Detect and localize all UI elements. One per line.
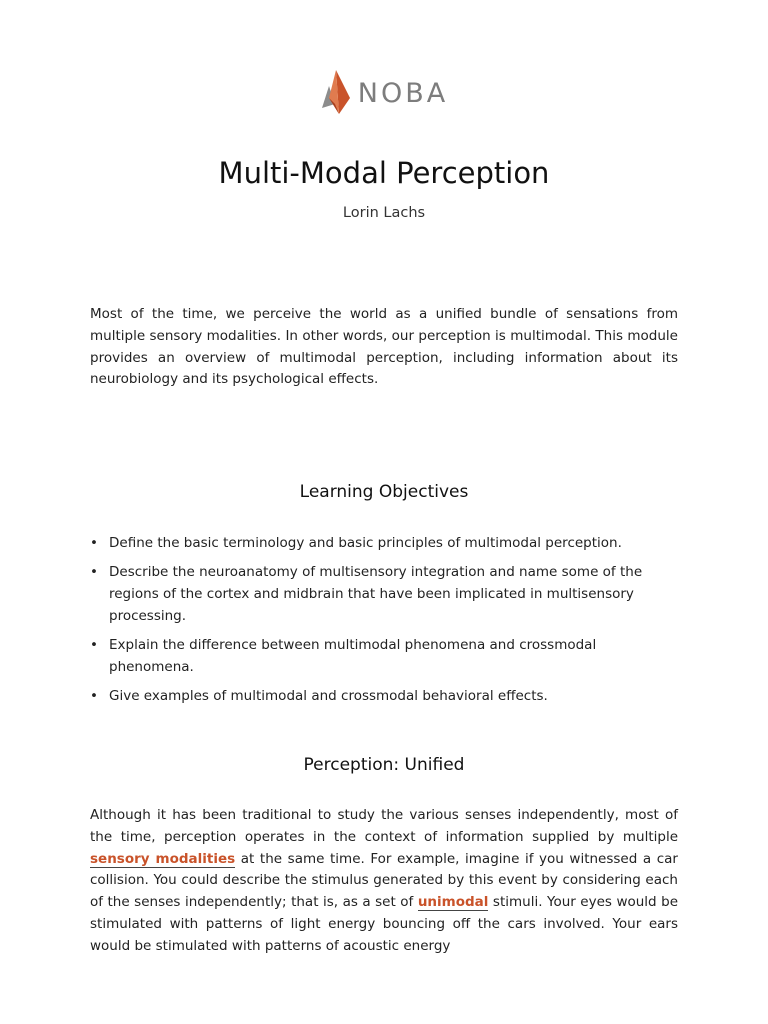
abstract-paragraph: Most of the time, we perceive the world as a unified bundle of sensations from multiple sensory modalities. In other words, our perception is multimodal. This module provides an overview of multimodal perception, including information about its neurobiology and its psychological effects.: [90, 306, 678, 388]
noba-flame-icon: [320, 70, 350, 116]
learning-objectives-heading: Learning Objectives: [299, 482, 469, 502]
term-link-unimodal[interactable]: unimodal: [417, 894, 489, 911]
list-item: • Explain the difference between multimodal phenomena and crossmodal phenomena.: [90, 637, 597, 675]
body-paragraph: Although it has been traditional to study the various senses independently, most of the time, perception operates in the context of information supplied by multiple sensory modalities at the same time. For example, imagine if you witnessed a car collision. You could describe the stimulus generated by this event by considering each of the senses independently; that is, as a set of unimodal stimuli. Your eyes would be stimulated with patterns of light energy bouncing off the cars involved. Your ears would be stimulated with patterns of acoustic energy: [90, 807, 679, 954]
author-name: Lorin Lachs: [342, 205, 426, 221]
bullet-icon: •: [90, 535, 98, 551]
bullet-icon: •: [90, 564, 98, 581]
list-item: • Describe the neuroanatomy of multisensory integration and name some of the regions of the cortex and midbrain that have been implicated in multisensory processing.: [90, 564, 643, 624]
noba-logo: [0, 70, 768, 116]
bullet-icon: •: [90, 637, 98, 654]
section-heading: Perception: Unified: [303, 755, 465, 775]
list-item: • Define the basic terminology and basic principles of multimodal perception.: [90, 533, 678, 555]
logo-wordmark: NOBA: [357, 77, 449, 109]
list-item: • Give examples of multimodal and crossmodal behavioral effects.: [90, 686, 678, 708]
page-title: Multi-Modal Perception: [218, 156, 550, 190]
learning-objectives-list: [90, 533, 678, 716]
bullet-icon: •: [90, 688, 98, 705]
term-link-sensory-modalities[interactable]: sensory modalities: [90, 850, 236, 867]
